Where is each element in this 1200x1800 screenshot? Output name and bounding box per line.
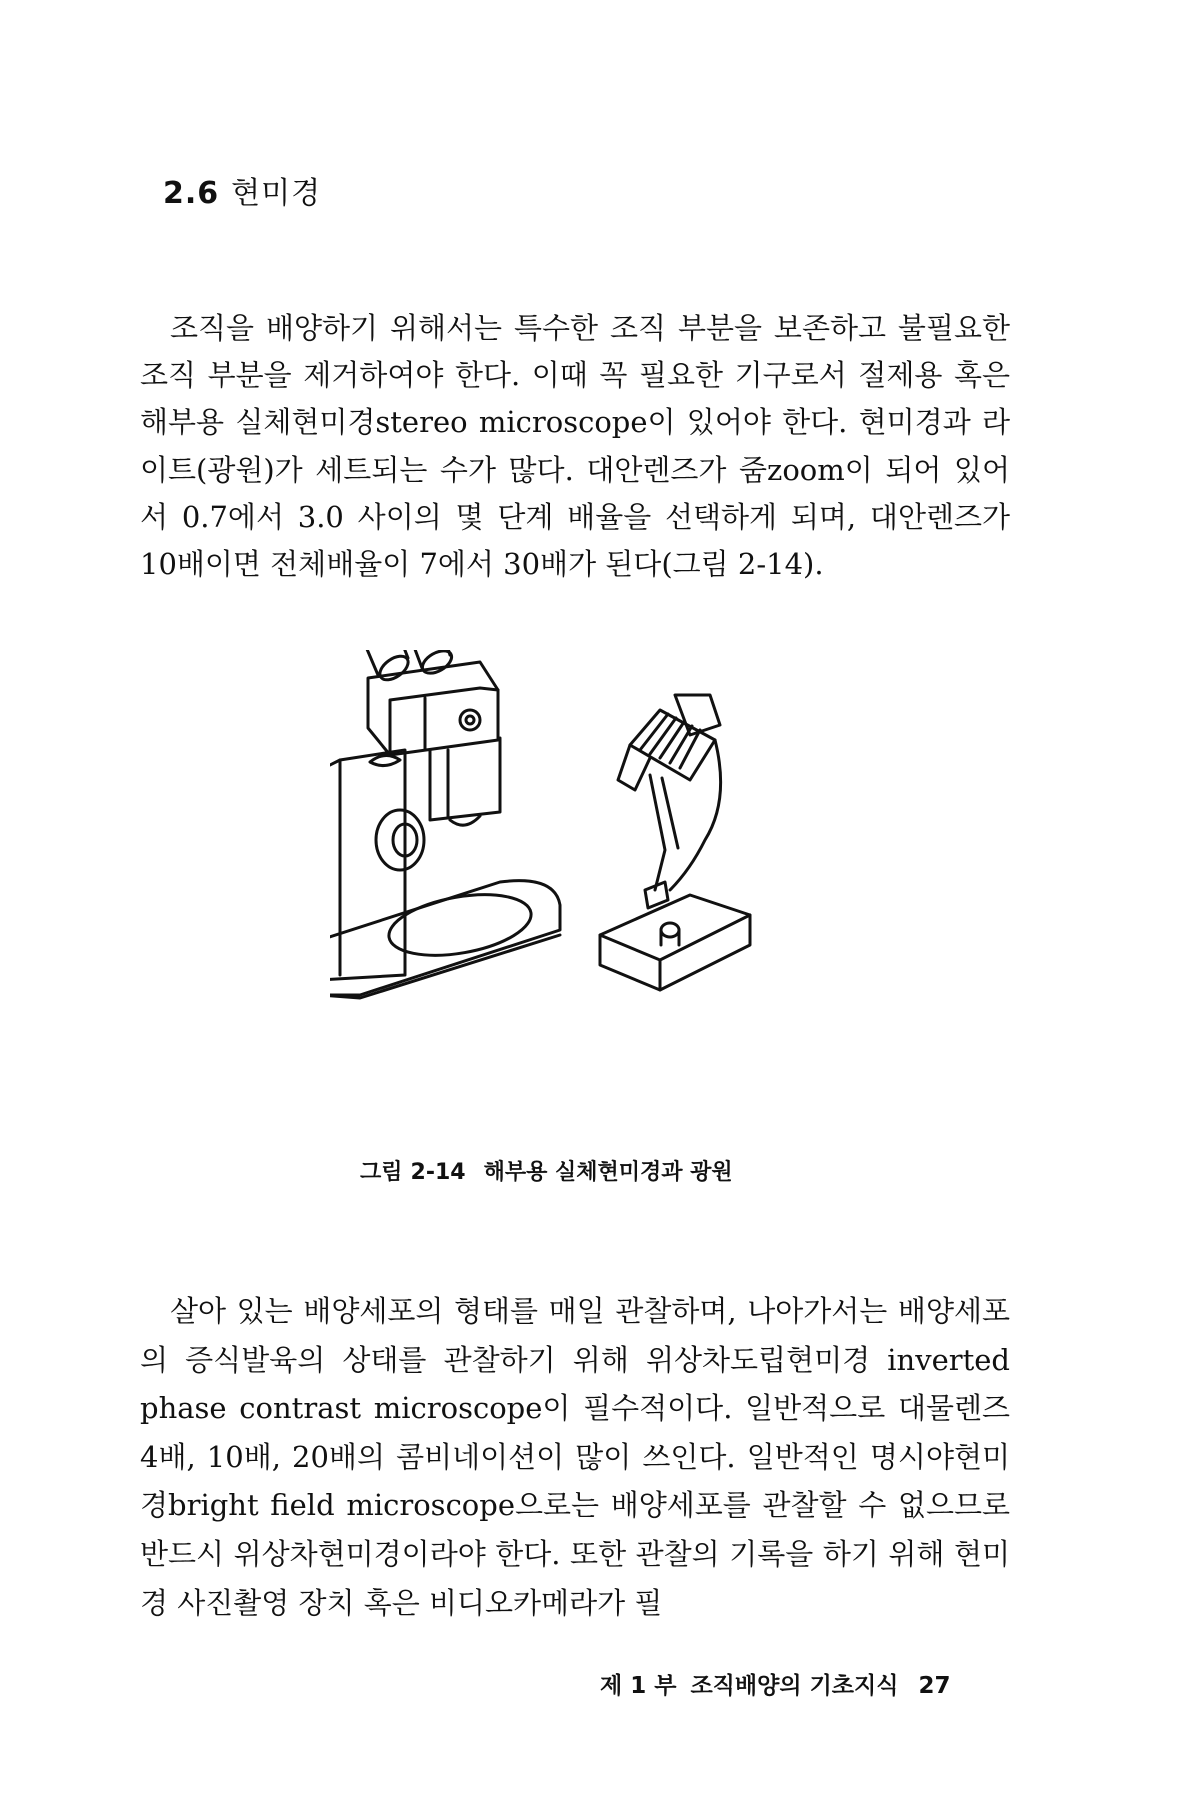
figure-label: 그림 xyxy=(360,1160,403,1185)
paragraph-phase-contrast: 살아 있는 배양세포의 형태를 매일 관찰하며, 나아가서는 배양세포의 증식발육의 상태를 관찰하기 위해 위상차도립현미경 inverted phase contrast microscope이 필수적이다. 일반적으로 대물렌즈 4배, 10배, 20배의 콤비네이션이 많이 쓰인다. 일반적인 명시야현미경bright field microscope으로는 배양세포를 관찰할 수 없으므로 반드시 위상차현미경이라야 한다. 또한 관찰의 기록을 하기 위해 현미경 사진촬영 장치 혹은 비디오카메라가 필 xyxy=(140,1294,1010,1620)
figure-microscope xyxy=(330,650,890,1150)
figure-caption xyxy=(360,1155,733,1186)
illuminator-base xyxy=(600,882,750,990)
figure-number: 2-14 xyxy=(410,1160,466,1185)
footer-part-title: 조직배양의 기초지식 xyxy=(690,1673,899,1699)
eyepiece-left xyxy=(350,650,412,685)
microscope-head xyxy=(368,662,498,755)
microscope-body xyxy=(430,738,500,820)
paragraph-intro: 조직을 배양하기 위해서는 특수한 조직 부분을 보존하고 불필요한 조직 부분을 제거하여야 한다. 이때 꼭 필요한 기구로서 절제용 혹은 해부용 실체현미경stereo microscope이 있어야 한다. 현미경과 라이트(광원)가 세트되는 수가 많다. 대안렌즈가 줌zoom이 되어 있어서 0.7에서 3.0 사이의 몇 단계 배율을 선택하게 되며, 대안렌즈가 10배이면 전체배율이 7에서 30배가 된다(그림 2-14). xyxy=(140,311,1010,582)
page-footer xyxy=(600,1667,950,1700)
figure-caption-text: 해부용 실체현미경과 광원 xyxy=(483,1160,733,1185)
footer-part: 제 1 부 xyxy=(600,1673,677,1699)
stereo-microscope-illustration xyxy=(330,650,890,1100)
section-number: 2.6 xyxy=(163,176,220,211)
page-number: 27 xyxy=(918,1673,951,1699)
section-title: 현미경 xyxy=(231,176,322,211)
illuminator-lamp xyxy=(618,695,721,890)
section-heading xyxy=(163,168,321,212)
